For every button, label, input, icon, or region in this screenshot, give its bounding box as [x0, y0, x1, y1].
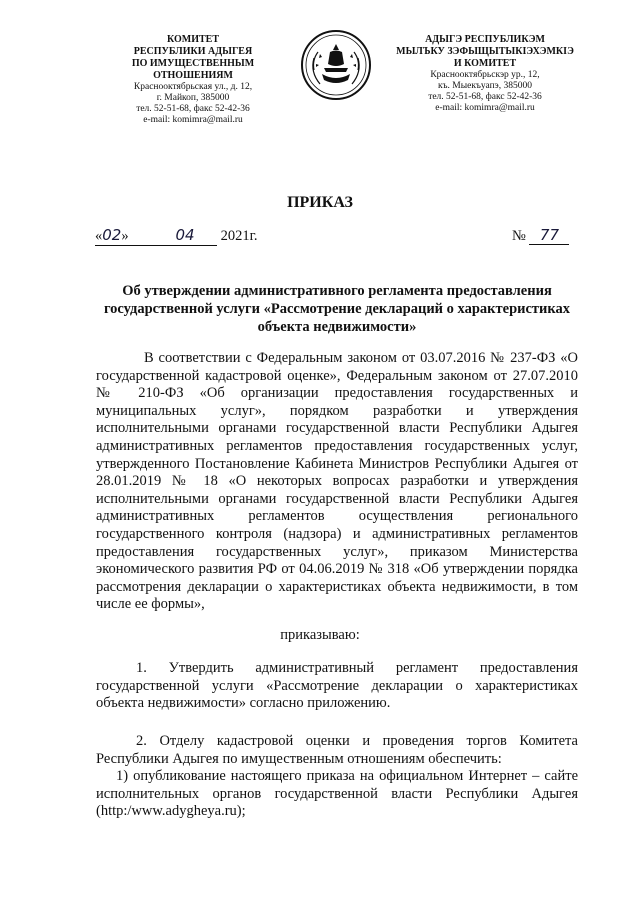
header-right-phone: тел. 52-51-68, факс 52-42-36 — [428, 92, 542, 102]
header-left — [93, 34, 293, 126]
order-word: приказываю: — [280, 627, 360, 643]
document-title: ПРИКАЗ — [287, 194, 353, 211]
header-right-line1: АДЫГЭ РЕСПУБЛИКЭМ — [425, 34, 545, 45]
header-right-email: e-mail: komimra@mail.ru — [435, 103, 535, 113]
header-left-line2: РЕСПУБЛИКИ АДЫГЕЯ — [133, 46, 253, 57]
header-right — [385, 34, 585, 114]
header-left-address: Краснооктябрьская ул., д. 12, — [133, 82, 253, 92]
date-month: 04 — [175, 226, 195, 244]
header-left-city: г. Майкоп, 385000 — [156, 93, 230, 103]
header-left-phone: тел. 52-51-68, факс 52-42-36 — [136, 104, 250, 114]
date-day: 02 — [102, 226, 122, 244]
date-open-quote: « — [95, 228, 103, 244]
item-2-paragraph: 2. Отделу кадастровой оценки и проведения торгов Комитета Республики Адыгея по имущественным отношениям обеспечить: — [96, 733, 578, 767]
date-line — [95, 226, 258, 246]
item-1-paragraph: 1. Утвердить административный регламент предоставления государственной услуги «Рассмотрение декларации о характеристиках объекта недвижимости» согласно приложению. — [96, 660, 578, 712]
header-right-city: къ. Мыекъуапэ, 385000 — [438, 81, 532, 91]
header-left-line3: ПО ИМУЩЕСТВЕННЫМ ОТНОШЕНИЯМ — [131, 58, 255, 81]
document-subject: Об утверждении административного регламента предоставления государственной услуги «Рассмотрение деклараций о характеристиках объекта недвижимости» — [103, 283, 571, 335]
date-close-quote: » — [121, 228, 129, 244]
date-year: 2021г. — [220, 228, 258, 244]
date-month-field — [153, 226, 217, 246]
item-2-1-paragraph: 1) опубликование настоящего приказа на официальном Интернет – сайте исполнительных органов государственной власти Республики Адыгея (http:/www.adygheya.ru); — [96, 768, 578, 820]
header-right-line2: МЫЛЪКУ ЗЭФЫЩЫТЫКІЭХЭМКІЭ — [396, 46, 574, 57]
header-right-address: Краснооктябрьскэр ур., 12, — [430, 70, 540, 80]
date-day-field — [95, 226, 153, 246]
number-value: 77 — [529, 226, 569, 245]
header-left-email: e-mail: komimra@mail.ru — [143, 115, 243, 125]
header-right-line3: И КОМИТЕТ — [453, 58, 517, 69]
preamble-paragraph: В соответствии с Федеральным законом от 03.07.2016 № 237-ФЗ «О государственной кадастровой оценке», Федеральным законом от 27.07.2010 № 210-ФЗ «Об организации предоставления государственных и муниципальных услуг», порядком разработки и утверждения исполнительными органами государственной власти Республики Адыгея административных регламентов предоставления государственных услуг, утвержденного Постановление Кабинета Министров Республики Адыгея от 28.01.2019 № 18 «О некоторых вопросах разработки и утверждения исполнительными органами государственной власти Республики Адыгея административных регламентов осуществления регионального государственного контроля (надзора) и административных регламентов предоставления государственных услуг», приказом Министерства экономического развития РФ от 04.06.2019 № 318 «Об утверждении порядка рассмотрения декларации о характеристиках объекта недвижимости, в том числе ее формы», — [96, 350, 578, 613]
coat-of-arms-icon — [300, 28, 372, 102]
number-line — [512, 226, 569, 245]
number-label: № — [512, 228, 526, 244]
header-left-line1: КОМИТЕТ — [166, 34, 219, 45]
